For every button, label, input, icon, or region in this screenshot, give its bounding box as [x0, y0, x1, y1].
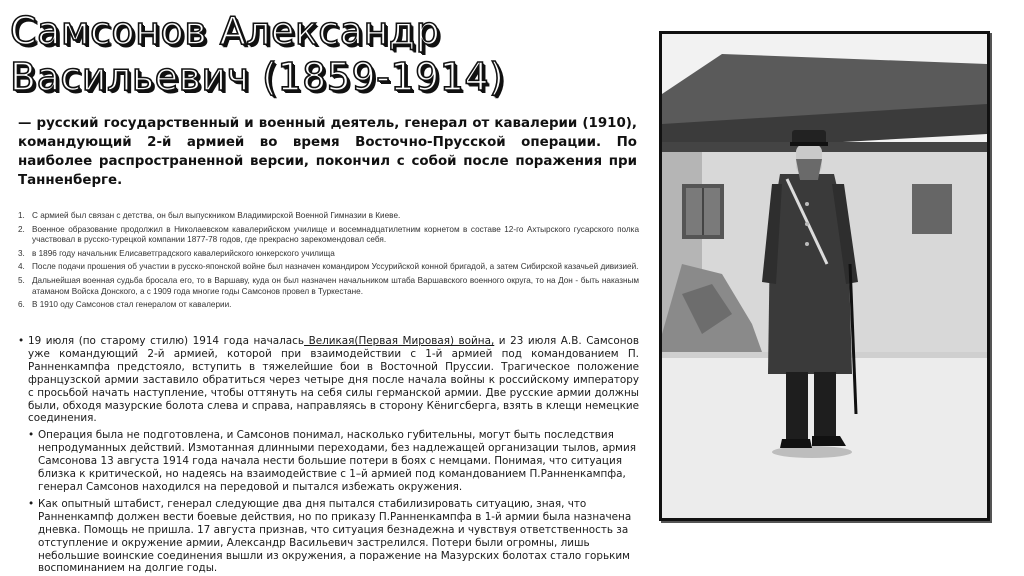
list-item-text: С армией был связан с детства, он был выпускником Владимирской Военной Гимназии в Киеве.	[32, 211, 401, 220]
bullet-main	[18, 335, 639, 425]
list-item-number: 1.	[18, 211, 25, 220]
list-item-text: Дальнейшая военная судьба бросала его, то в Варшаву, куда он был назначен начальником штаба Варшавского военного округа, то на Дон - быть наказным атаманом Войска Донского, а с 1909 года многие годы Самсонов провел в Туркестане.	[32, 275, 639, 296]
list-item-text: в 1896 году начальник Елисаветградского кавалерийского юнкерского училища	[32, 248, 335, 258]
biography-facts-list	[18, 211, 639, 314]
list-item	[18, 249, 639, 260]
general-portrait-image	[662, 34, 987, 518]
intro-paragraph: — русский государственный и военный деятель, генерал от кавалерии (1910), командующий 2-й армией во время Восточно-Прусской операции. По наиболее распространенной версии, покончил с собой после поражения при Танненберге.	[18, 116, 637, 188]
bullet-main-text-rest: и 23 июля А.В. Самсонов уже командующий 2-й армией, которой при взаимодействии с 1-й армией под командованием П. Ранненкампфа предстояло, вступить в тяжелейшие бои в Восточной Пруссии. Трагическое положение французской армии заставило обратиться через четыре дня после начала войны к российскому императору с просьбой начать наступление, чтобы оттянуть на себя силы германской армии. Две русские армии должны были, обходя мазурские болота слева и справа, направляясь в сторону Кёнигсберга, взять в клещи немецкие соединения.	[28, 335, 640, 425]
sub-bullet-text: Как опытный штабист, генерал следующие два дня пытался стабилизировать ситуацию, зная, что Ранненкампф должен вести боевые действия, но по приказу П.Ранненкампфа в 1-й армии была назначена дневка. Помощь не пришла. 17 августа признав, что ситуация безнадежна и чувствуя ответственность за отступление и окружение армии, Александр Васильевич застрелился. Потери были огромны, лишь небольшие воинские соединения вышли из окружения, а поражение на Мазурских болотах стало горьким воспоминанием на долгие годы.	[38, 497, 632, 575]
war-narrative	[18, 335, 639, 575]
bullet-dot-icon: •	[28, 497, 35, 510]
list-item-number: 6.	[18, 300, 25, 310]
list-item	[18, 300, 639, 311]
sub-bullet-text: Операция была не подготовлена, и Самсонов понимал, насколько губительны, могут быть последствия непродуманных действий. Измотанная длинными переходами, без надлежащей организации тылов, армия Самсонова 13 августа 1914 года начала нести большие потери в боях с немцами. Понимая, что ситуация близка к критической, но надеясь на взаимодействие с 1–й армией под командованием П.Ранненкампфа, генерал Самсонов находился на передовой и пытался избежать окружения.	[38, 429, 637, 493]
bullet-main-text-start: 19 июля (по старому стилю) 1914 года началась	[28, 335, 305, 347]
title-line-patronymic-years: Васильевич (1859-1914)	[10, 55, 505, 99]
portrait-photo	[659, 31, 990, 521]
page-title	[10, 8, 650, 100]
list-item-number: 3.	[18, 248, 25, 258]
list-item-number: 4.	[18, 262, 25, 272]
list-item-number: 2.	[18, 224, 25, 234]
list-item-text: Военное образование продолжил в Николаевском кавалерийском училище и восемнадцатилетним корнетом в составе 12-го Ахтырского гусарского полка участвовал в русско-турецкой компании 1877-78 годов, где прекрасно зарекомендовал себя.	[32, 224, 639, 245]
sub-bullet	[28, 498, 639, 575]
list-item-number: 5.	[18, 275, 25, 285]
great-war-link[interactable]: Великая(Первая Мировая) война,	[304, 335, 495, 347]
sub-bullet	[28, 429, 639, 494]
list-item	[18, 211, 639, 222]
list-item-text: В 1910 оду Самсонов стал генералом от кавалерии.	[32, 300, 232, 310]
list-item	[18, 225, 639, 246]
list-item	[18, 262, 639, 273]
list-item-text: После подачи прошения об участии в русско-японской войне был назначен командиром Уссурийской конной бригадой, а затем Сибирской казачьей дивизией.	[32, 262, 639, 272]
title-line-name: Самсонов Александр	[10, 9, 441, 53]
list-item	[18, 276, 639, 297]
bullet-dot-icon: •	[28, 429, 35, 442]
bullet-dot-icon: •	[18, 335, 25, 347]
